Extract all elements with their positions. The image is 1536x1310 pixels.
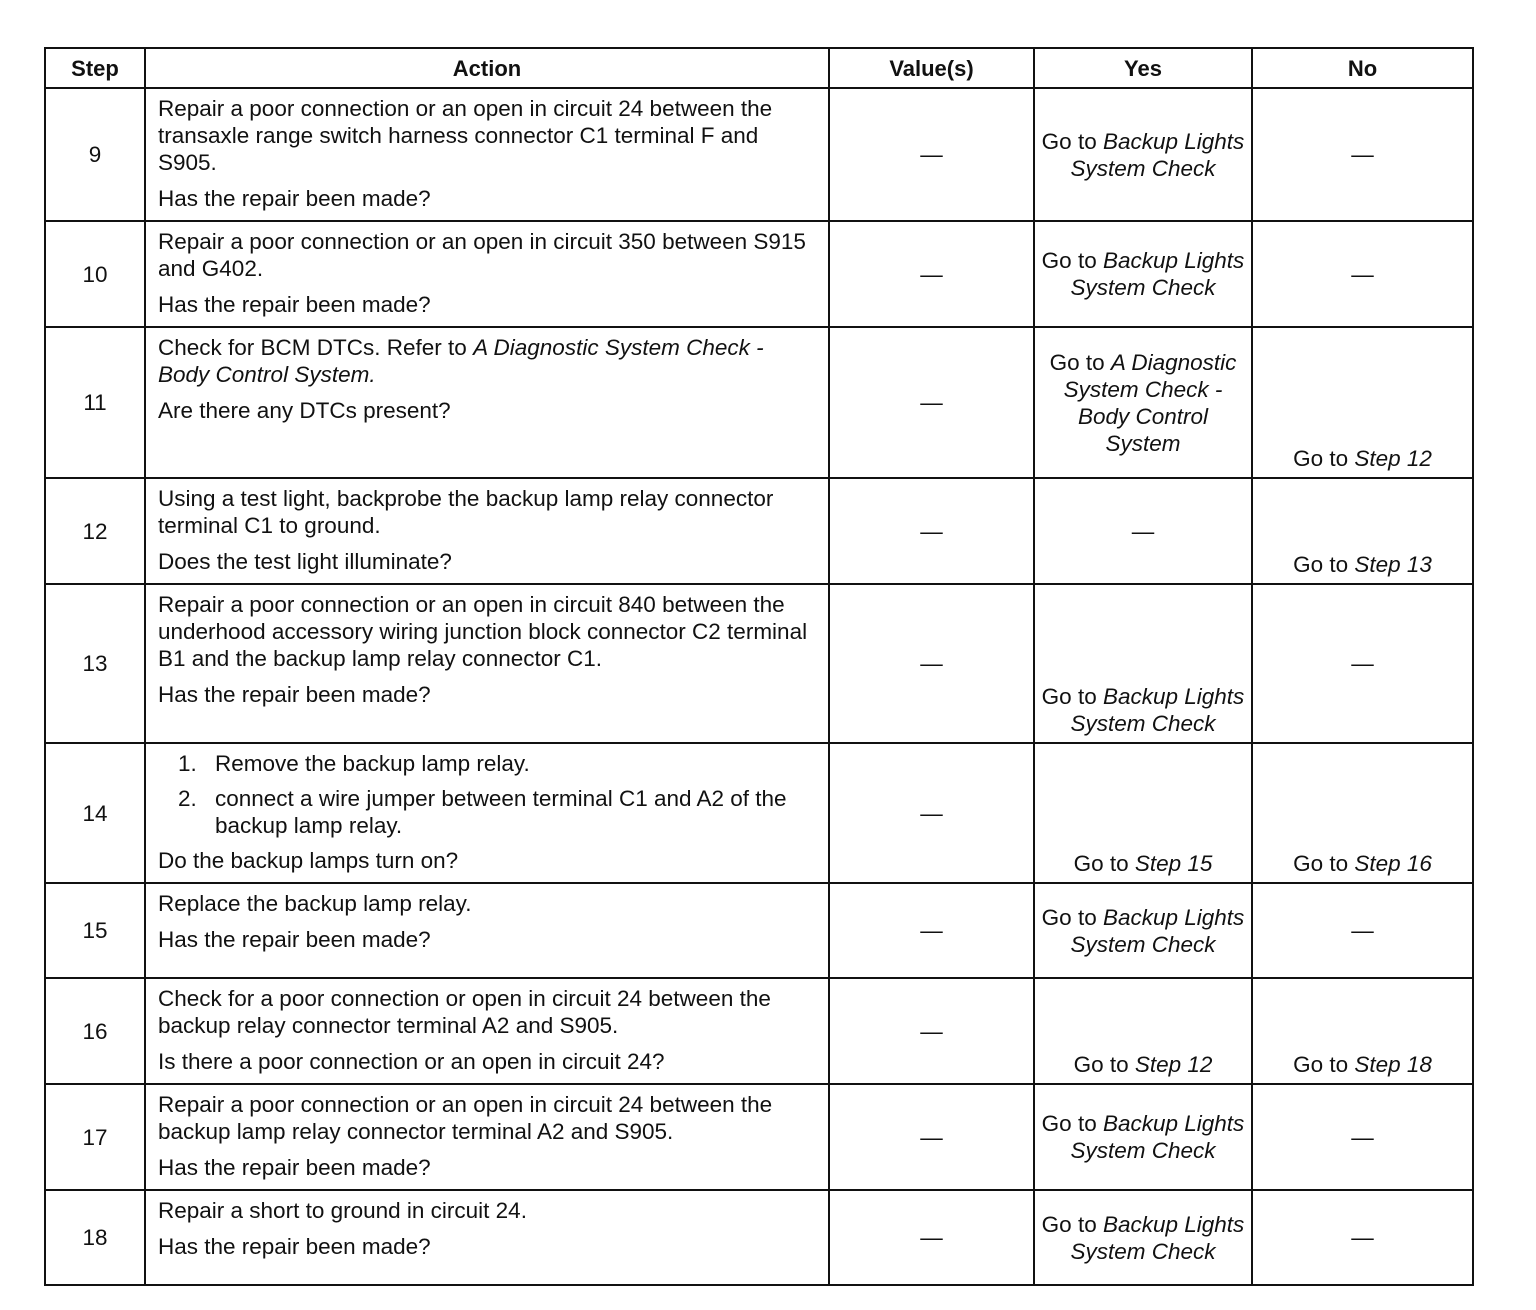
go-to-label: Go to — [1293, 1052, 1349, 1077]
go-to-label: Go to — [1293, 446, 1349, 471]
go-to-label: Go to — [1293, 851, 1349, 876]
step-number: 11 — [45, 327, 145, 478]
yes-cell — [1034, 327, 1252, 478]
action-text — [158, 334, 818, 388]
action-question: Does the test light illuminate? — [158, 549, 452, 574]
action-text: Using a test light, backprobe the backup lamp relay connector terminal C1 to ground. — [158, 486, 774, 538]
action-cell — [145, 221, 829, 327]
go-to-label: Go to — [1041, 1211, 1097, 1237]
go-to-label: Go to — [1293, 552, 1349, 577]
action-cell — [145, 978, 829, 1084]
go-to-label: Go to — [1073, 851, 1129, 876]
table-row — [45, 478, 1473, 584]
substep-text: Remove the backup lamp relay. — [215, 751, 530, 776]
action-cell — [145, 584, 829, 743]
go-to-label: Go to — [1041, 1111, 1097, 1136]
yes-cell — [1034, 743, 1252, 883]
step-number: 15 — [45, 883, 145, 978]
no-cell: — — [1252, 883, 1473, 978]
no-target: Step 13 — [1354, 552, 1432, 577]
no-cell — [1252, 327, 1473, 478]
yes-target: Backup Lights System Check — [1070, 904, 1245, 957]
yes-cell — [1034, 88, 1252, 221]
action-prefix: Check for BCM DTCs. Refer to — [158, 335, 467, 360]
no-cell: — — [1252, 221, 1473, 327]
no-cell: — — [1252, 1190, 1473, 1285]
action-question: Has the repair been made? — [158, 682, 431, 707]
action-text: Repair a poor connection or an open in circuit 24 between the backup lamp relay connector terminal A2 and S905. — [158, 1092, 773, 1144]
action-text: Repair a poor connection or an open in circuit 24 between the transaxle range switch harness connector C1 terminal F and S905. — [158, 96, 773, 175]
go-to-label: Go to — [1041, 904, 1097, 930]
step-number: 14 — [45, 743, 145, 883]
no-cell — [1252, 978, 1473, 1084]
step-number: 18 — [45, 1190, 145, 1285]
action-text: Replace the backup lamp relay. — [158, 891, 472, 916]
yes-cell — [1034, 221, 1252, 327]
table-row — [45, 883, 1473, 978]
table-row — [45, 1084, 1473, 1190]
table-row — [45, 1190, 1473, 1285]
action-text: Repair a poor connection or an open in circuit 840 between the underhood accessory wiring junction block connector C2 terminal B1 and the backup lamp relay connector C1. — [158, 592, 808, 671]
yes-cell: — — [1034, 478, 1252, 584]
action-question: Has the repair been made? — [158, 186, 431, 211]
step-number: 10 — [45, 221, 145, 327]
value-cell: — — [829, 978, 1034, 1084]
table-row — [45, 743, 1473, 883]
header-values: Value(s) — [829, 48, 1034, 88]
action-cell — [145, 327, 829, 478]
yes-cell — [1034, 978, 1252, 1084]
action-text: Check for a poor connection or open in circuit 24 between the backup relay connector terminal A2 and S905. — [158, 986, 771, 1038]
action-cell — [145, 883, 829, 978]
yes-target: A Diagnostic System Check - Body Control System — [1063, 349, 1237, 456]
value-cell: — — [829, 584, 1034, 743]
step-number: 13 — [45, 584, 145, 743]
header-step: Step — [45, 48, 145, 88]
step-number: 9 — [45, 88, 145, 221]
no-cell: — — [1252, 88, 1473, 221]
substep-text: connect a wire jumper between terminal C1 and A2 of the backup lamp relay. — [215, 786, 787, 838]
no-target: Step 16 — [1354, 851, 1432, 876]
action-cell — [145, 1190, 829, 1285]
action-question: Has the repair been made? — [158, 1155, 431, 1180]
action-cell — [145, 88, 829, 221]
header-no: No — [1252, 48, 1473, 88]
action-reference: A Diagnostic System Check - Body Control System. — [158, 335, 764, 387]
list-item — [178, 785, 818, 839]
step-number: 16 — [45, 978, 145, 1084]
table-row — [45, 584, 1473, 743]
go-to-label: Go to — [1049, 349, 1105, 375]
no-cell — [1252, 478, 1473, 584]
yes-target: Backup Lights System Check — [1070, 248, 1245, 300]
action-question: Are there any DTCs present? — [158, 398, 451, 423]
yes-target: Backup Lights System Check — [1070, 684, 1245, 736]
action-text: Repair a poor connection or an open in circuit 350 between S915 and G402. — [158, 229, 806, 281]
yes-cell — [1034, 883, 1252, 978]
value-cell: — — [829, 1084, 1034, 1190]
go-to-label: Go to — [1073, 1052, 1129, 1077]
header-row — [45, 48, 1473, 88]
yes-cell — [1034, 1190, 1252, 1285]
value-cell: — — [829, 88, 1034, 221]
no-target: Step 12 — [1354, 446, 1432, 471]
no-cell — [1252, 743, 1473, 883]
action-question: Has the repair been made? — [158, 927, 431, 952]
action-cell — [145, 1084, 829, 1190]
action-question: Has the repair been made? — [158, 1234, 431, 1259]
go-to-label: Go to — [1041, 128, 1097, 154]
table-row — [45, 327, 1473, 478]
substep-list — [158, 750, 818, 839]
no-cell: — — [1252, 1084, 1473, 1190]
table-row — [45, 221, 1473, 327]
substep-number: 1. — [178, 751, 197, 776]
yes-target: Backup Lights System Check — [1070, 1111, 1245, 1163]
yes-cell — [1034, 1084, 1252, 1190]
action-question: Has the repair been made? — [158, 292, 431, 317]
action-text: Repair a short to ground in circuit 24. — [158, 1198, 527, 1223]
value-cell: — — [829, 478, 1034, 584]
action-cell — [145, 743, 829, 883]
list-item — [178, 750, 818, 777]
yes-cell — [1034, 584, 1252, 743]
value-cell: — — [829, 1190, 1034, 1285]
action-question: Do the backup lamps turn on? — [158, 848, 459, 873]
action-cell — [145, 478, 829, 584]
table-row — [45, 88, 1473, 221]
go-to-label: Go to — [1041, 248, 1097, 273]
go-to-label: Go to — [1041, 684, 1097, 709]
yes-target: Step 12 — [1134, 1052, 1213, 1077]
yes-target: Step 15 — [1134, 851, 1213, 876]
yes-target: Backup Lights System Check — [1070, 1211, 1245, 1264]
header-action: Action — [145, 48, 829, 88]
table-row — [45, 978, 1473, 1084]
no-cell: — — [1252, 584, 1473, 743]
yes-target: Backup Lights System Check — [1070, 128, 1245, 181]
action-question: Is there a poor connection or an open in circuit 24? — [158, 1049, 665, 1074]
header-yes: Yes — [1034, 48, 1252, 88]
value-cell: — — [829, 883, 1034, 978]
step-number: 17 — [45, 1084, 145, 1190]
value-cell: — — [829, 743, 1034, 883]
diagnostic-table — [44, 47, 1474, 1286]
no-target: Step 18 — [1354, 1052, 1432, 1077]
substep-number: 2. — [178, 786, 197, 811]
value-cell: — — [829, 221, 1034, 327]
step-number: 12 — [45, 478, 145, 584]
value-cell: — — [829, 327, 1034, 478]
